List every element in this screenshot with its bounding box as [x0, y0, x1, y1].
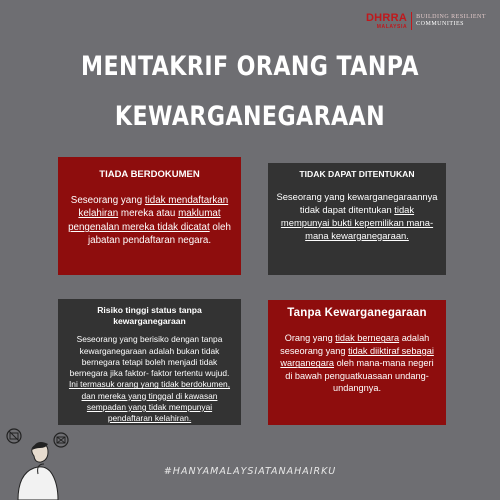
card-body	[276, 332, 438, 395]
card-text-underlined: tidak diiktiraf sebagai warganegara	[280, 345, 434, 369]
logo-country: MALAYSIA	[376, 23, 408, 30]
hashtag: #HANYAMALAYSIATANAHAIRKU	[163, 466, 337, 477]
card-text: Seseorang yang	[70, 194, 145, 206]
logo-brand: DHRRA	[365, 11, 408, 24]
page-title-line-1: MENTAKRIF ORANG TANPA	[81, 51, 419, 82]
card-title: Tanpa Kewarganegaraan	[287, 307, 427, 319]
card-text-underlined: maklumat pengenalan mereka tidak dicatat	[68, 208, 221, 233]
page-title-line-2: KEWARGANEGARAAN	[114, 101, 386, 132]
card-title: TIADA BERDOKUMEN	[99, 169, 200, 180]
card-text-underlined: tidak mempunyai bukti kepemilikan mana-mana kewarganegaraan.	[280, 203, 434, 241]
no-id-card-icon	[7, 429, 21, 443]
card-text-underlined: tidak mendaftarkan kelahiran	[78, 194, 229, 220]
dhrra-logo	[366, 12, 486, 30]
card-title: Risiko tinggi status tanpa kewarganegaraan	[97, 305, 202, 326]
logo-divider	[411, 12, 412, 30]
card-text: mereka atau	[118, 208, 179, 220]
card-text: Orang yang	[284, 333, 336, 344]
card-body	[276, 191, 438, 243]
card-text: adalah seseorang yang	[280, 333, 430, 356]
card-text: Seseorang yang kewarganegaraannya tidak dapat ditentukan	[276, 190, 438, 215]
card-text: oleh jabatan pendaftaran negara.	[87, 221, 231, 247]
card-undocumented	[58, 157, 241, 275]
card-undetermined	[268, 163, 446, 275]
logo-mark	[366, 13, 407, 30]
logo-tagline	[416, 14, 486, 28]
card-text: oleh mana-mana negeri di bawah penguatkuasaan undang-undangnya.	[285, 358, 434, 394]
card-body	[66, 194, 233, 248]
card-title: TIDAK DAPAT DITENTUKAN	[299, 169, 415, 179]
stateless-person-illustration	[4, 428, 74, 500]
card-at-risk	[58, 299, 241, 425]
card-body	[66, 334, 233, 424]
card-text-underlined: tidak bernegara	[335, 333, 400, 344]
card-text: Seseorang yang berisiko dengan tanpa kewarganegaraan adalah bukan tidak bernegara tetapi boleh menjadi tidak bernegara jika faktor- faktor tertentu wujud.	[69, 334, 230, 379]
logo-tagline-2: COMMUNITIES	[416, 21, 465, 27]
no-document-icon	[54, 433, 68, 447]
card-text-underlined: Ini termasuk orang yang tidak berdokumen, dan mereka yang tinggal di kawasan sempadan yang tidak mempunyai pendaftaran kelahiran.	[68, 379, 231, 424]
logo-tagline-1: BUILDING RESILIENT	[416, 14, 486, 21]
card-stateless	[268, 300, 446, 425]
